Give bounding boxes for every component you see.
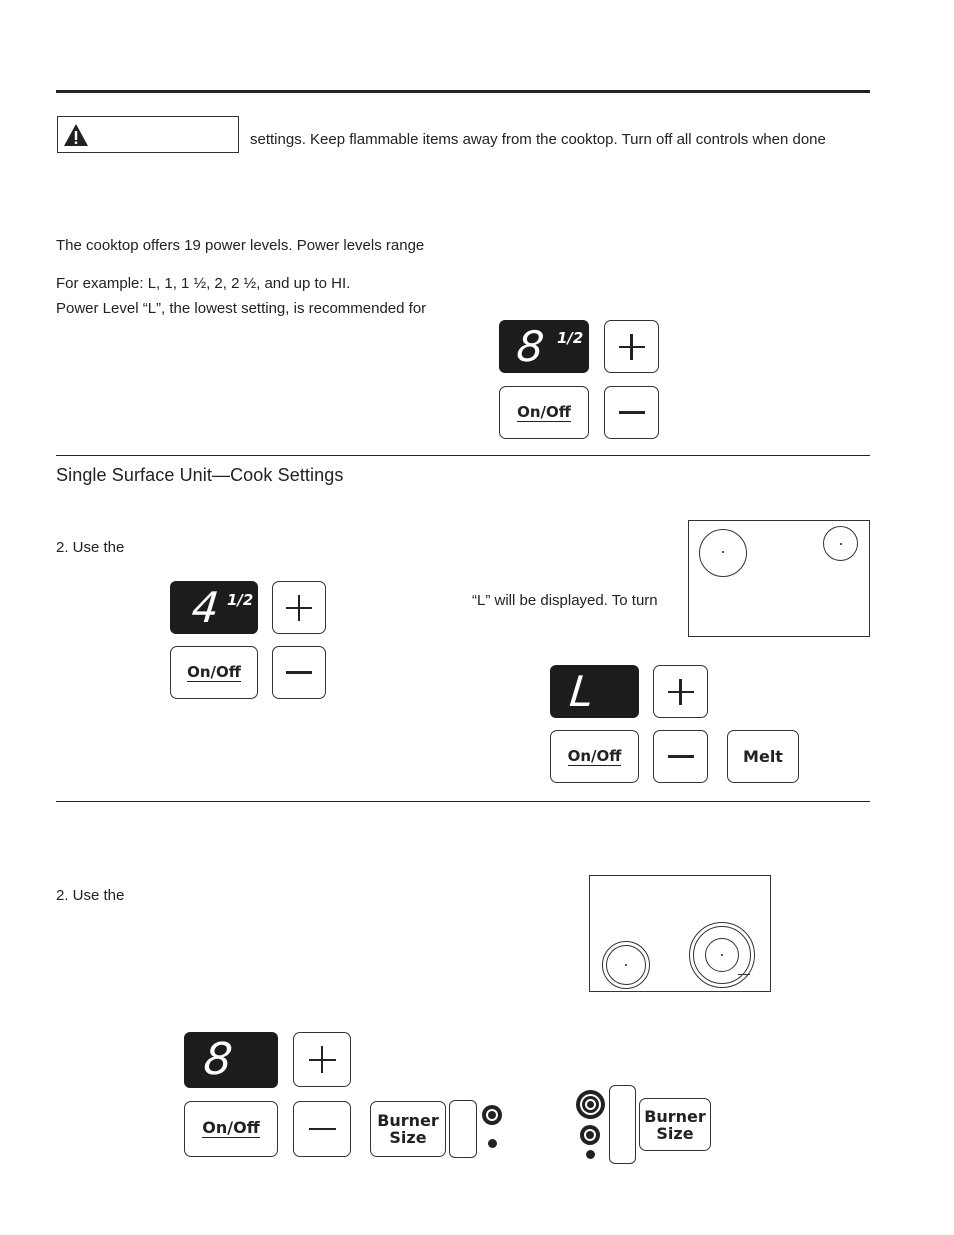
- minus-button[interactable]: [293, 1101, 351, 1157]
- power-level-display: [170, 581, 258, 634]
- power-level-display: [550, 665, 639, 718]
- warning-triangle-icon: [63, 123, 89, 147]
- burner-medium-indicator-icon: [482, 1105, 502, 1125]
- minus-icon: [668, 755, 694, 758]
- minus-button[interactable]: [653, 730, 708, 783]
- display-fraction: 1/2: [557, 329, 584, 347]
- burner-size-label-line2: Size: [389, 1128, 427, 1147]
- cooktop-diagram: [688, 520, 870, 637]
- burner-size-button[interactable]: [639, 1098, 711, 1151]
- melt-note-text: “L” will be displayed. To turn: [472, 592, 658, 609]
- power-level-display: [499, 320, 589, 373]
- warning-text: settings. Keep flammable items away from the cooktop. Turn off all controls when done: [250, 131, 826, 148]
- on-off-label: On/Off: [517, 402, 571, 421]
- on-off-label: On/Off: [202, 1118, 260, 1137]
- section-divider-1: [56, 455, 870, 456]
- burner-size-label-line2: Size: [656, 1123, 694, 1143]
- plus-icon: [286, 595, 312, 621]
- intro-line-3: Power Level “L”, the lowest setting, is recommended for: [56, 300, 427, 317]
- burner-large-indicator-icon: [576, 1090, 605, 1119]
- on-off-label: On/Off: [567, 746, 622, 765]
- burner-small-indicator-icon: [586, 1150, 595, 1159]
- on-off-button[interactable]: [550, 730, 639, 783]
- melt-button[interactable]: [727, 730, 799, 783]
- burner-size-indicator-bar: [609, 1085, 636, 1164]
- section-heading: Single Surface Unit—Cook Settings: [56, 465, 344, 485]
- minus-button[interactable]: [272, 646, 326, 699]
- minus-icon: [309, 1128, 336, 1131]
- display-digit: L: [567, 667, 597, 716]
- burner-small-indicator-icon: [488, 1139, 497, 1148]
- burner-left: [699, 529, 747, 577]
- display-fraction: 1/2: [227, 591, 254, 609]
- intro-line-1: The cooktop offers 19 power levels. Power levels range: [56, 237, 425, 254]
- step-2-text: 2. Use the: [56, 887, 125, 904]
- plus-button[interactable]: [604, 320, 659, 373]
- burner-size-label-line1: Burner: [644, 1106, 706, 1126]
- intro-line-2: For example: L, 1, 1 ½, 2, 2 ½, and up to HI.: [56, 275, 351, 292]
- minus-icon: [619, 411, 645, 414]
- plus-icon: [619, 334, 645, 360]
- on-off-label: On/Off: [187, 662, 241, 681]
- cooktop-diagram: [589, 875, 771, 992]
- on-off-button[interactable]: [499, 386, 589, 439]
- minus-button[interactable]: [604, 386, 659, 439]
- burner-size-button[interactable]: [370, 1101, 446, 1157]
- top-rule: [56, 90, 870, 93]
- on-off-button[interactable]: [184, 1101, 278, 1157]
- display-digit: 8: [514, 322, 547, 371]
- display-digit: 8: [201, 1034, 235, 1085]
- warning-box: [57, 116, 239, 153]
- plus-button[interactable]: [293, 1032, 351, 1087]
- plus-button[interactable]: [272, 581, 326, 634]
- burner-size-indicator-bar: [449, 1100, 477, 1158]
- step-2-text: 2. Use the: [56, 539, 125, 556]
- minus-icon: [286, 671, 312, 674]
- burner-medium-indicator-icon: [580, 1125, 600, 1145]
- display-digit: 4: [189, 583, 222, 632]
- melt-label: Melt: [743, 747, 783, 766]
- plus-icon: [668, 679, 694, 705]
- power-level-display: [184, 1032, 278, 1088]
- burner-size-label-line1: Burner: [377, 1111, 439, 1130]
- plus-button[interactable]: [653, 665, 708, 718]
- on-off-button[interactable]: [170, 646, 258, 699]
- plus-icon: [309, 1046, 336, 1073]
- section-divider-2: [56, 801, 870, 802]
